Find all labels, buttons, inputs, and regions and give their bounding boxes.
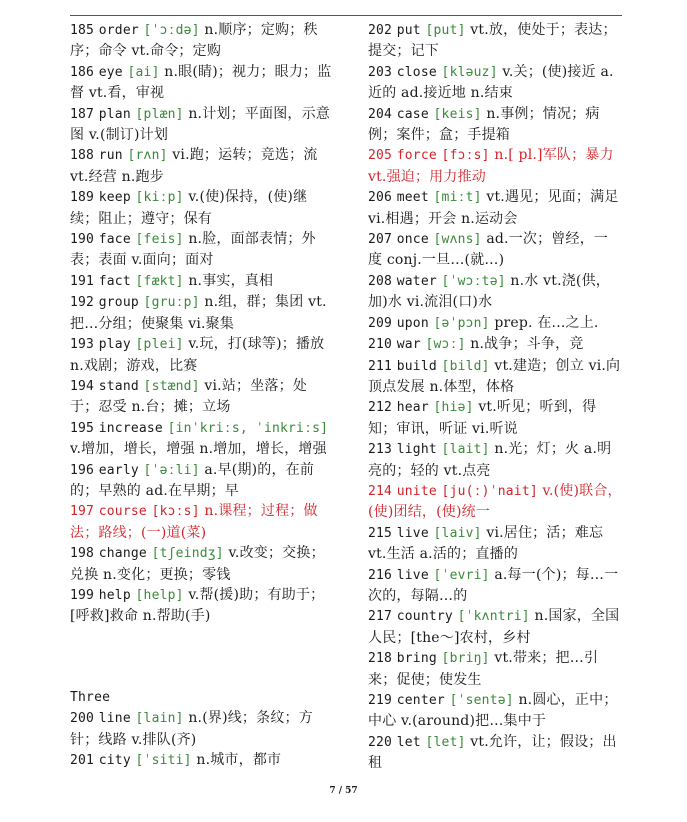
entry-number: 202 — [368, 23, 393, 38]
section-title: Three — [70, 689, 111, 705]
entry-phonetic: [ˈəːli] — [143, 462, 200, 478]
entry-definition: n.城市，都市 — [196, 752, 282, 768]
left-column — [70, 20, 332, 771]
entry-phonetic: [əˈpɔn] — [433, 315, 490, 331]
entry-phonetic: [kɔːs] — [151, 504, 200, 520]
entry-word: line — [98, 711, 131, 727]
entry-definition: vt.带来；把…引来；促使；使发生 — [368, 650, 599, 688]
entry-number: 212 — [368, 400, 393, 416]
entry-definition: n.战争；斗争，竞 — [470, 336, 584, 353]
entry-phonetic: [feis] — [135, 232, 184, 248]
entry-word: early — [98, 462, 139, 478]
entry-word: face — [98, 232, 131, 248]
entry-word: stand — [98, 378, 139, 394]
vocab-entry — [70, 187, 332, 229]
entry-phonetic: [laiv] — [433, 525, 482, 541]
entry-word: hear — [396, 400, 429, 416]
vocab-entry — [368, 187, 622, 229]
entry-phonetic: [tʃeindʒ] — [151, 546, 224, 562]
entry-definition: a.每一(个)；每…一次的，每隔…的 — [368, 566, 619, 604]
entries-before-section — [70, 20, 332, 627]
entry-word: play — [98, 337, 131, 353]
entry-word: once — [396, 232, 429, 248]
entry-phonetic: [lait] — [441, 442, 490, 458]
entry-definition: a.早(期)的，在前的；早熟的 ad.在早期；早 — [70, 461, 315, 499]
entry-phonetic: [fɔːs] — [441, 148, 490, 164]
entry-number: 208 — [368, 273, 393, 289]
entry-definition: n.[ pl.]军队；暴力 vt.强迫；用力推动 — [368, 147, 614, 185]
entry-number: 209 — [368, 315, 393, 331]
entry-definition: ad.一次；曾经，一度 conj.一旦…(就…) — [368, 231, 609, 269]
entry-number: 206 — [368, 190, 393, 206]
entry-phonetic: [hiə] — [433, 400, 474, 416]
entry-number: 187 — [70, 106, 95, 122]
right-entries — [368, 20, 622, 774]
entry-number: 188 — [70, 148, 95, 164]
entry-definition: vi.站；坐落；处于；忍受 n.台；摊；立场 — [70, 377, 308, 416]
entry-number: 207 — [368, 232, 393, 248]
entry-number: 192 — [70, 295, 95, 311]
vocab-entry — [368, 271, 622, 313]
entry-number: 197 — [70, 504, 95, 520]
entry-number: 200 — [70, 711, 95, 727]
vocab-entry — [368, 648, 622, 690]
vocab-entry — [70, 145, 332, 187]
entry-definition: v.改变；交换；兑换 n.变化；更换；零钱 — [70, 545, 325, 583]
vocab-entry — [70, 585, 332, 627]
entry-definition: v.增加，增长，增强 n.增加，增长，增强 — [70, 441, 327, 458]
entry-word: fact — [98, 273, 131, 289]
entry-phonetic: [ˈsiti] — [135, 753, 192, 768]
entry-definition: n.组，群；集团 vt.把…分组；使聚集 vi.聚集 — [70, 294, 327, 332]
entry-number: 216 — [368, 567, 393, 583]
entry-word: live — [396, 567, 429, 583]
entry-definition: prep. 在...之上. — [494, 314, 599, 331]
entry-number: 199 — [70, 587, 95, 603]
vocab-entry — [368, 439, 622, 481]
entry-phonetic: [inˈkriːs, ˈinkriːs] — [167, 420, 329, 436]
entry-definition: vt.建造；创立 vi.向顶点发展 n.体型，体格 — [368, 357, 621, 395]
entry-word: close — [396, 64, 437, 80]
entry-definition: v.(使)联合，(使)团结，(使)统一 — [368, 482, 622, 521]
entry-word: order — [98, 23, 139, 38]
entry-word: upon — [396, 315, 429, 331]
entry-number: 191 — [70, 273, 95, 289]
entry-definition: vt.允许，让；假设；出租 — [368, 733, 617, 772]
entry-number: 205 — [368, 148, 393, 164]
entry-number: 185 — [70, 23, 95, 38]
entry-definition: vi.居住；活；难忘 vt.生活 a.活的；直播的 — [368, 524, 604, 563]
entry-phonetic: [help] — [135, 587, 184, 603]
entry-phonetic: [kiːp] — [135, 190, 184, 206]
entry-definition: n.脸，面部表情；外表；表面 v.面向；面对 — [70, 231, 316, 269]
entry-word: unite — [396, 483, 437, 499]
entries-after-section — [70, 708, 332, 771]
entry-number: 215 — [368, 525, 393, 541]
top-rule — [70, 15, 622, 16]
entry-word: center — [396, 693, 445, 708]
vocab-entry — [368, 397, 622, 439]
entry-word: keep — [98, 190, 131, 206]
vocab-entry — [368, 62, 622, 104]
entry-definition: vi.跑；运转；竞选；流 vt.经营 n.跑步 — [70, 147, 318, 185]
vocab-entry — [368, 565, 622, 607]
entry-word: plan — [98, 106, 131, 122]
entry-definition: v.(使)保持，(使)继续；阻止；遵守；保有 — [70, 189, 308, 227]
entry-definition: n.事实，真相 — [188, 272, 274, 289]
vocab-entry — [368, 313, 622, 334]
entry-word: city — [98, 753, 131, 768]
entry-number: 217 — [368, 609, 393, 625]
entry-definition: n.计划；平面图，示意图 v.(制订)计划 — [70, 105, 331, 144]
entry-definition: n.(界)线；条纹；方针；线路 v.排队(齐) — [70, 710, 313, 748]
entry-number: 219 — [368, 693, 393, 708]
entry-word: live — [396, 525, 429, 541]
entry-phonetic: [briŋ] — [441, 651, 490, 667]
entry-phonetic: [let] — [425, 734, 466, 750]
vocab-entry — [368, 145, 622, 187]
entry-word: water — [396, 273, 437, 289]
vocab-entry — [70, 271, 332, 292]
entry-phonetic: [plei] — [135, 337, 184, 353]
entry-word: group — [98, 295, 139, 311]
vocab-entry — [368, 229, 622, 271]
vocab-entry — [70, 460, 332, 502]
entry-word: meet — [396, 190, 429, 206]
vocab-entry — [70, 376, 332, 418]
entry-number: 186 — [70, 64, 95, 80]
entry-word: help — [98, 587, 131, 603]
entry-number: 189 — [70, 190, 95, 206]
entry-word: course — [98, 504, 147, 520]
entry-word: build — [396, 358, 437, 374]
vocab-entry — [70, 334, 332, 376]
vocab-entry — [70, 543, 332, 585]
right-column — [368, 20, 622, 774]
entry-phonetic: [plæn] — [135, 106, 184, 122]
entry-phonetic: [ai] — [127, 64, 160, 80]
entry-phonetic: [keis] — [433, 106, 482, 122]
entry-number: 196 — [70, 462, 95, 478]
entry-definition: n.国家，全国人民；[the～]农村，乡村 — [368, 608, 620, 646]
page-number: 7 / 57 — [329, 786, 358, 796]
entry-word: bring — [396, 651, 437, 667]
entry-phonetic: [stænd] — [143, 378, 200, 394]
entry-phonetic: [ju(ː)ˈnait] — [441, 483, 538, 499]
entry-phonetic: [miːt] — [433, 190, 482, 206]
vocab-entry — [70, 229, 332, 271]
entry-phonetic: [ˈwɔːtə] — [441, 273, 506, 289]
entry-number: 214 — [368, 483, 393, 499]
entry-definition: vt.听见；听到，得知；审讯，听证 vi.听说 — [368, 399, 597, 437]
entry-phonetic: [bild] — [441, 358, 490, 374]
vocab-entry — [70, 418, 332, 460]
entry-word: war — [396, 337, 421, 353]
section-gap — [70, 627, 332, 688]
entry-definition: n.圆心，正中；中心 v.(around)把…集中于 — [368, 692, 618, 730]
entry-number: 210 — [368, 337, 393, 353]
entry-phonetic: [gruːp] — [143, 295, 200, 311]
vocab-entry — [368, 523, 622, 565]
entry-word: eye — [98, 64, 123, 80]
entry-number: 211 — [368, 358, 393, 374]
entry-word: increase — [98, 420, 163, 436]
entry-phonetic: [wʌns] — [433, 232, 482, 248]
entry-number: 190 — [70, 232, 95, 248]
entry-phonetic: [lain] — [135, 711, 184, 727]
entry-phonetic: [kləuz] — [441, 64, 498, 80]
entry-word: let — [396, 734, 421, 750]
vocab-entry — [368, 690, 622, 732]
entry-word: change — [98, 546, 147, 562]
entry-word: country — [396, 609, 453, 625]
entry-phonetic: [ˈɔːdə] — [143, 23, 200, 38]
entry-definition: vt.遇见；见面；满足 vi.相遇；开会 n.运动会 — [368, 189, 619, 227]
entry-number: 194 — [70, 378, 95, 394]
vocab-entry — [368, 20, 622, 62]
entry-number: 218 — [368, 651, 393, 667]
entry-word: put — [396, 23, 421, 38]
entry-definition: v.关；(使)接近 a.近的 ad.接近地 n.结束 — [368, 63, 614, 102]
vocab-entry — [70, 708, 332, 750]
entry-number: 220 — [368, 734, 393, 750]
entry-definition: n.顺序；定购；秩序；命令 vt.命令；定购 — [70, 22, 318, 60]
entry-definition: v.玩，打(球等)；播放 n.戏剧；游戏，比赛 — [70, 336, 325, 374]
entry-phonetic: [ˈsentə] — [449, 693, 514, 708]
entry-number: 193 — [70, 337, 95, 353]
vocab-entry — [368, 732, 622, 774]
entry-word: force — [396, 148, 437, 164]
vocab-entry — [368, 481, 622, 523]
entry-definition: vt.放，使处于；表达；提交；记下 — [368, 22, 617, 60]
entry-definition: n.课程；过程；做法；路线；(一)道(菜) — [70, 503, 318, 541]
entry-number: 213 — [368, 442, 393, 458]
entry-word: case — [396, 106, 429, 122]
entry-phonetic: [rʌn] — [127, 148, 168, 164]
entry-word: light — [396, 442, 437, 458]
entry-definition: v.帮(援)助；有助于；[呼救]救命 n.帮助(手) — [70, 586, 325, 625]
entry-phonetic: [put] — [425, 23, 466, 38]
vocab-entry — [70, 750, 332, 771]
vocab-entry — [368, 356, 622, 398]
entry-number: 195 — [70, 420, 95, 436]
entry-number: 203 — [368, 64, 393, 80]
vocab-entry — [70, 501, 332, 543]
entry-phonetic: [ˈkʌntri] — [457, 609, 530, 625]
entry-phonetic: [ˈevri] — [433, 567, 490, 583]
entry-number: 204 — [368, 106, 393, 122]
entry-phonetic: [fækt] — [135, 273, 184, 289]
vocab-entry — [368, 334, 622, 355]
vocab-entry — [368, 104, 622, 146]
vocab-entry — [70, 62, 332, 104]
entry-definition: n.光；灯；火 a.明亮的；轻的 vt.点亮 — [368, 441, 612, 479]
entry-definition: n.水 vt.浇(供，加)水 vi.流泪(口)水 — [368, 272, 610, 311]
vocab-entry — [368, 606, 622, 648]
vocab-entry — [70, 292, 332, 334]
vocab-entry — [70, 20, 332, 62]
entry-number: 201 — [70, 753, 95, 768]
entry-phonetic: [wɔː] — [425, 337, 466, 353]
entry-number: 198 — [70, 546, 95, 562]
entry-definition: n.事例；情况；病例；案件；盒；手提箱 — [368, 105, 600, 144]
entry-word: run — [98, 148, 123, 164]
vocab-entry — [70, 104, 332, 146]
entry-definition: n.眼(睛)；视力；眼力；监督 vt.看，审视 — [70, 63, 332, 102]
